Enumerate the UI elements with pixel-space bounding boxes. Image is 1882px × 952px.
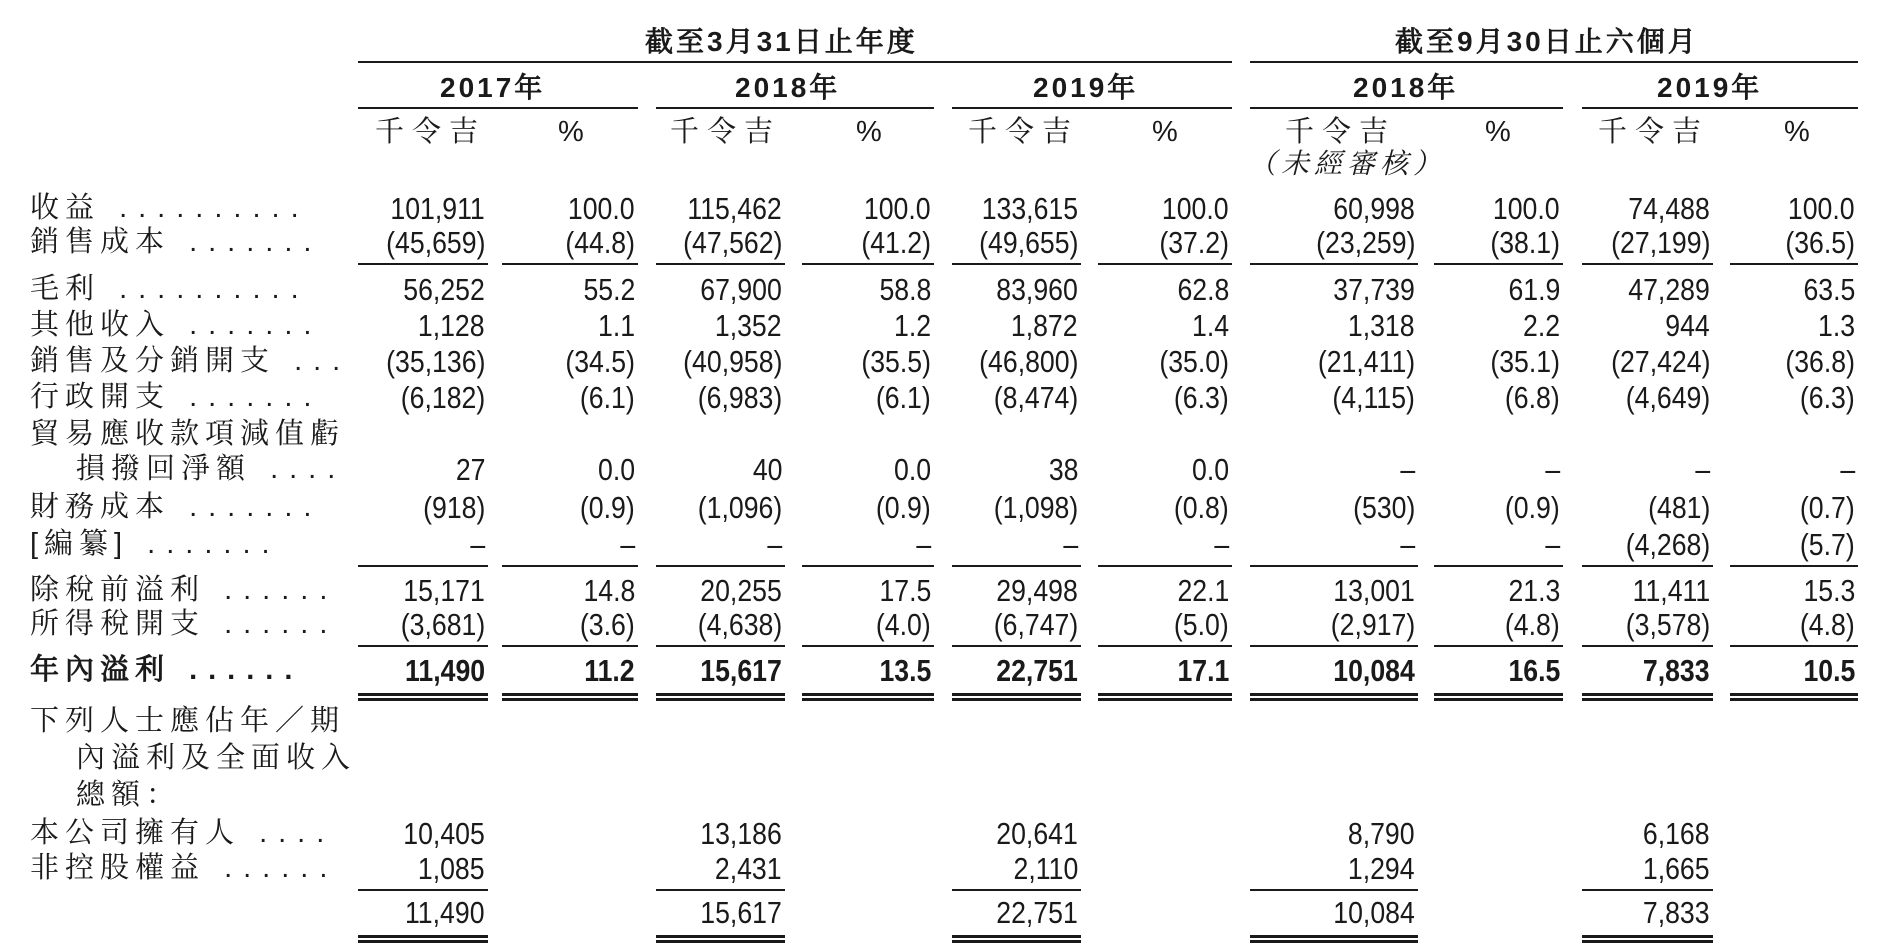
table-cell: 1,872 [1011, 308, 1078, 343]
table-cell: 13,001 [1333, 573, 1415, 608]
row-label-text: 年內溢利 [30, 654, 171, 686]
table-cell: 38 [1048, 452, 1078, 487]
rule-line [1098, 645, 1232, 647]
rule-line [1250, 565, 1418, 567]
row-label [30, 493, 322, 522]
table-cell: 21.3 [1508, 573, 1560, 608]
row-label-text: 其他收入 [30, 309, 171, 341]
table-cell: – [1063, 527, 1078, 562]
rule-line [1098, 565, 1232, 567]
rule-line [502, 565, 638, 567]
table-cell: (6,182) [400, 380, 485, 415]
row-label-text: 貿易應收款項減值虧 [30, 418, 346, 450]
double-underline [656, 693, 785, 701]
group-title-six-months: 截至9月30日止六個月 [1395, 26, 1699, 57]
table-cell: (34.5) [565, 344, 635, 379]
row-label [76, 781, 181, 810]
table-cell: (0.9) [580, 490, 635, 525]
leader-dots: ....... [170, 309, 323, 341]
table-cell: 11,490 [405, 895, 485, 930]
row-label [30, 194, 310, 223]
rule-line [1434, 645, 1563, 647]
table-cell: 14.8 [583, 573, 635, 608]
leader-dots: ....... [170, 491, 323, 523]
table-cell: 1,294 [1348, 851, 1415, 886]
row-label [30, 383, 322, 412]
leader-dots: ....... [128, 528, 281, 560]
year-header: 2018年 [735, 72, 841, 103]
double-underline [952, 935, 1081, 943]
leader-dots: ... [275, 345, 352, 377]
table-cell: (4,268) [1625, 527, 1710, 562]
table-cell: 1.2 [893, 308, 931, 343]
rule-line [502, 645, 638, 647]
table-cell: (6.1) [580, 380, 635, 415]
table-cell: (5.0) [1174, 607, 1229, 642]
table-cell: (0.9) [1505, 490, 1560, 525]
table-cell: 115,462 [687, 191, 782, 226]
table-cell: 60,998 [1333, 191, 1415, 226]
table-cell: – [1695, 452, 1710, 487]
percent-header: % [1152, 116, 1186, 148]
rule-line [1582, 263, 1713, 265]
table-cell: 11,490 [404, 653, 485, 688]
table-cell: 944 [1665, 308, 1710, 343]
double-underline [1098, 693, 1232, 701]
leader-dots: .......... [100, 273, 310, 305]
table-cell: 83,960 [996, 272, 1078, 307]
leader-dots: ....... [170, 381, 323, 413]
row-label-text: 損撥回淨額 [76, 453, 252, 485]
table-cell: (36.8) [1785, 344, 1855, 379]
table-cell: (35.0) [1159, 344, 1229, 379]
rule-line [1250, 263, 1418, 265]
table-cell: 27 [455, 452, 485, 487]
table-cell: (0.7) [1800, 490, 1855, 525]
table-cell: 100.0 [864, 191, 931, 226]
row-label [30, 228, 322, 257]
table-cell: 1.1 [597, 308, 635, 343]
table-cell: (918) [422, 490, 485, 525]
table-cell: 1,128 [418, 308, 485, 343]
table-cell: 10,084 [1333, 895, 1415, 930]
table-cell: 1,318 [1348, 308, 1415, 343]
row-label-text: 毛利 [30, 273, 101, 305]
table-cell: – [916, 527, 931, 562]
year-header: 2017年 [440, 72, 546, 103]
row-label [30, 819, 335, 848]
double-underline [502, 693, 638, 701]
table-cell: (37.2) [1159, 225, 1229, 260]
table-cell: 20,255 [700, 573, 782, 608]
row-label-text: 行政開支 [30, 381, 171, 413]
rule-line [952, 889, 1081, 891]
table-cell: 0.0 [893, 452, 931, 487]
table-cell: – [1214, 527, 1229, 562]
table-cell: (27,424) [1610, 344, 1710, 379]
rule-line [1582, 889, 1713, 891]
rule-line [1250, 107, 1563, 109]
row-label [30, 420, 345, 449]
row-label-text: 內溢利及全面收入 [76, 742, 357, 774]
table-cell: 56,252 [403, 272, 485, 307]
row-label-text: 銷售及分銷開支 [30, 345, 276, 377]
table-cell: (45,659) [385, 225, 485, 260]
table-cell: 61.9 [1508, 272, 1560, 307]
table-cell: (4.8) [1505, 607, 1560, 642]
double-underline [656, 935, 785, 943]
year-header: 2019年 [1033, 72, 1139, 103]
rule-line [952, 645, 1081, 647]
table-cell: 1,665 [1643, 851, 1710, 886]
row-label [76, 744, 356, 773]
leader-dots: ...... [170, 654, 304, 686]
table-cell: 20,641 [996, 816, 1078, 851]
table-cell: – [470, 527, 485, 562]
table-cell: 29,498 [996, 573, 1078, 608]
table-cell: – [767, 527, 782, 562]
table-cell: 6,168 [1643, 816, 1710, 851]
table-cell: (1,096) [697, 490, 782, 525]
rule-line [358, 889, 488, 891]
table-cell: 58.8 [879, 272, 931, 307]
table-cell: – [1840, 452, 1855, 487]
table-cell: – [620, 527, 635, 562]
row-label-text: 財務成本 [30, 491, 171, 523]
rule-line [1250, 61, 1858, 63]
leader-dots: ...... [205, 608, 339, 640]
table-cell: (38.1) [1490, 225, 1560, 260]
table-cell: (2,917) [1330, 607, 1415, 642]
table-cell: 2,110 [1013, 851, 1078, 886]
leader-dots: .......... [100, 192, 310, 224]
leader-dots: ...... [205, 852, 339, 884]
rule-line [1730, 263, 1858, 265]
row-label [30, 656, 303, 685]
table-cell: (35.1) [1490, 344, 1560, 379]
table-cell: (4,115) [1332, 380, 1415, 415]
table-cell: 1.4 [1191, 308, 1229, 343]
double-underline [1250, 693, 1418, 701]
leader-dots: ...... [205, 574, 339, 606]
unit-header: 千令吉 [375, 116, 487, 148]
year-header: 2018年 [1353, 72, 1459, 103]
table-cell: (3,578) [1625, 607, 1710, 642]
table-cell: (8,474) [993, 380, 1078, 415]
table-cell: 74,488 [1628, 191, 1710, 226]
row-label [76, 455, 346, 484]
table-cell: (6.3) [1174, 380, 1229, 415]
row-label-text: 非控股權益 [30, 852, 206, 884]
row-label-text: 除稅前溢利 [30, 574, 206, 606]
rule-line [1250, 889, 1418, 891]
double-underline [952, 693, 1081, 701]
table-cell: 1.3 [1817, 308, 1855, 343]
rule-line [656, 565, 785, 567]
table-cell: 63.5 [1803, 272, 1855, 307]
table-cell: (0.9) [876, 490, 931, 525]
group-title-year: 截至3月31日止年度 [645, 26, 918, 57]
table-cell: 0.0 [1191, 452, 1229, 487]
rule-line [1098, 263, 1232, 265]
row-label-text: 本公司擁有人 [30, 817, 241, 849]
table-cell: 16.5 [1508, 653, 1560, 688]
rule-line [1250, 645, 1418, 647]
table-cell: 1,085 [418, 851, 485, 886]
row-label [30, 275, 310, 304]
double-underline [1730, 693, 1858, 701]
rule-line [656, 889, 785, 891]
double-underline [1582, 935, 1713, 943]
table-cell: – [1400, 452, 1415, 487]
table-cell: (35.5) [861, 344, 931, 379]
rule-line [1434, 565, 1563, 567]
rule-line [802, 565, 934, 567]
row-label [30, 311, 322, 340]
table-cell: 17.5 [879, 573, 931, 608]
table-cell: 15.3 [1803, 573, 1855, 608]
rule-line [656, 263, 785, 265]
table-cell: (40,958) [682, 344, 782, 379]
table-cell: (36.5) [1785, 225, 1855, 260]
table-cell: (6.1) [876, 380, 931, 415]
table-cell: – [1400, 527, 1415, 562]
table-cell: 11,411 [1632, 573, 1710, 608]
table-cell: (4.0) [876, 607, 931, 642]
table-cell: 100.0 [1162, 191, 1229, 226]
table-cell: (6.3) [1800, 380, 1855, 415]
table-cell: (6,983) [697, 380, 782, 415]
row-label [30, 530, 281, 559]
table-cell: 8,790 [1348, 816, 1415, 851]
double-underline [802, 693, 934, 701]
table-cell: (3.6) [580, 607, 635, 642]
rule-line [952, 263, 1081, 265]
rule-line [358, 565, 488, 567]
percent-header: % [558, 116, 592, 148]
rule-line [656, 645, 785, 647]
table-cell: (530) [1352, 490, 1415, 525]
row-label [30, 576, 338, 605]
row-label-text: [編纂] [30, 528, 129, 560]
table-cell: 13,186 [700, 816, 782, 851]
row-label [30, 610, 338, 639]
double-underline [1582, 693, 1713, 701]
rule-line [1730, 645, 1858, 647]
row-label-text: 總額： [76, 779, 182, 811]
table-cell: 11.2 [584, 653, 635, 688]
leader-dots: .... [240, 817, 336, 849]
rule-line [656, 107, 934, 109]
table-cell: 55.2 [583, 272, 635, 307]
table-cell: 2.2 [1522, 308, 1560, 343]
table-cell: (3,681) [400, 607, 485, 642]
table-cell: 100.0 [1493, 191, 1560, 226]
table-cell: 10.5 [1803, 653, 1855, 688]
table-cell: 1,352 [715, 308, 782, 343]
table-cell: – [1545, 527, 1560, 562]
table-cell: 7,833 [1643, 653, 1710, 688]
double-underline [1434, 693, 1563, 701]
table-cell: 15,171 [403, 573, 485, 608]
year-header: 2019年 [1657, 72, 1763, 103]
double-underline [1250, 935, 1418, 943]
table-cell: 13.5 [879, 653, 931, 688]
table-cell: 100.0 [568, 191, 635, 226]
percent-header: % [1485, 116, 1519, 148]
table-cell: (5.7) [1800, 527, 1855, 562]
table-cell: 47,289 [1628, 272, 1710, 307]
leader-dots: .... [251, 453, 347, 485]
percent-header: % [1784, 116, 1818, 148]
unaudited-note: （未經審核） [1248, 148, 1447, 179]
table-cell: (1,098) [993, 490, 1078, 525]
rule-line [502, 263, 638, 265]
rule-line [952, 565, 1081, 567]
table-cell: 7,833 [1643, 895, 1710, 930]
table-cell: (49,655) [978, 225, 1078, 260]
double-underline [358, 935, 488, 943]
unit-header: 千令吉 [1285, 116, 1397, 148]
row-label-text: 下列人士應佔年／期 [30, 705, 346, 737]
table-cell: (41.2) [861, 225, 931, 260]
table-cell: (4.8) [1800, 607, 1855, 642]
rule-line [802, 645, 934, 647]
table-cell: 0.0 [597, 452, 635, 487]
table-cell: (46,800) [978, 344, 1078, 379]
table-cell: 101,911 [390, 191, 485, 226]
unit-header: 千令吉 [1598, 116, 1710, 148]
table-cell: (4,638) [697, 607, 782, 642]
table-cell: (0.8) [1174, 490, 1229, 525]
table-cell: (23,259) [1315, 225, 1415, 260]
table-cell: 22.1 [1177, 573, 1229, 608]
table-cell: (44.8) [565, 225, 635, 260]
percent-header: % [856, 116, 890, 148]
rule-line [358, 61, 1232, 63]
table-cell: – [1545, 452, 1560, 487]
table-cell: (21,411) [1317, 344, 1415, 379]
rule-line [952, 107, 1232, 109]
table-cell: (6.8) [1505, 380, 1560, 415]
table-cell: (27,199) [1610, 225, 1710, 260]
table-cell: 17.1 [1177, 653, 1229, 688]
row-label-text: 收益 [30, 192, 101, 224]
rule-line [358, 263, 488, 265]
table-cell: (4,649) [1625, 380, 1710, 415]
row-label [30, 854, 338, 883]
row-label-text: 銷售成本 [30, 226, 171, 258]
unit-header: 千令吉 [670, 116, 782, 148]
table-cell: 10,084 [1333, 653, 1415, 688]
leader-dots: ....... [170, 226, 323, 258]
table-cell: 22,751 [996, 653, 1078, 688]
table-cell: (47,562) [682, 225, 782, 260]
row-label [30, 347, 351, 376]
table-cell: 133,615 [981, 191, 1078, 226]
rule-line [1582, 107, 1858, 109]
row-label [30, 707, 345, 736]
rule-line [1730, 565, 1858, 567]
rule-line [1582, 645, 1713, 647]
table-cell: 67,900 [700, 272, 782, 307]
table-cell: 40 [752, 452, 782, 487]
table-cell: 22,751 [996, 895, 1078, 930]
table-cell: 15,617 [700, 895, 782, 930]
table-cell: 62.8 [1177, 272, 1229, 307]
double-underline [358, 693, 488, 701]
rule-line [1582, 565, 1713, 567]
table-cell: 100.0 [1788, 191, 1855, 226]
table-cell: (6,747) [993, 607, 1078, 642]
rule-line [802, 263, 934, 265]
table-cell: (481) [1647, 490, 1710, 525]
table-cell: 15,617 [700, 653, 782, 688]
table-cell: 2,431 [715, 851, 782, 886]
rule-line [1434, 263, 1563, 265]
rule-line [358, 107, 638, 109]
table-cell: 37,739 [1333, 272, 1415, 307]
table-cell: (35,136) [385, 344, 485, 379]
rule-line [358, 645, 488, 647]
table-cell: 10,405 [403, 816, 485, 851]
row-label-text: 所得稅開支 [30, 608, 206, 640]
unit-header: 千令吉 [968, 116, 1080, 148]
